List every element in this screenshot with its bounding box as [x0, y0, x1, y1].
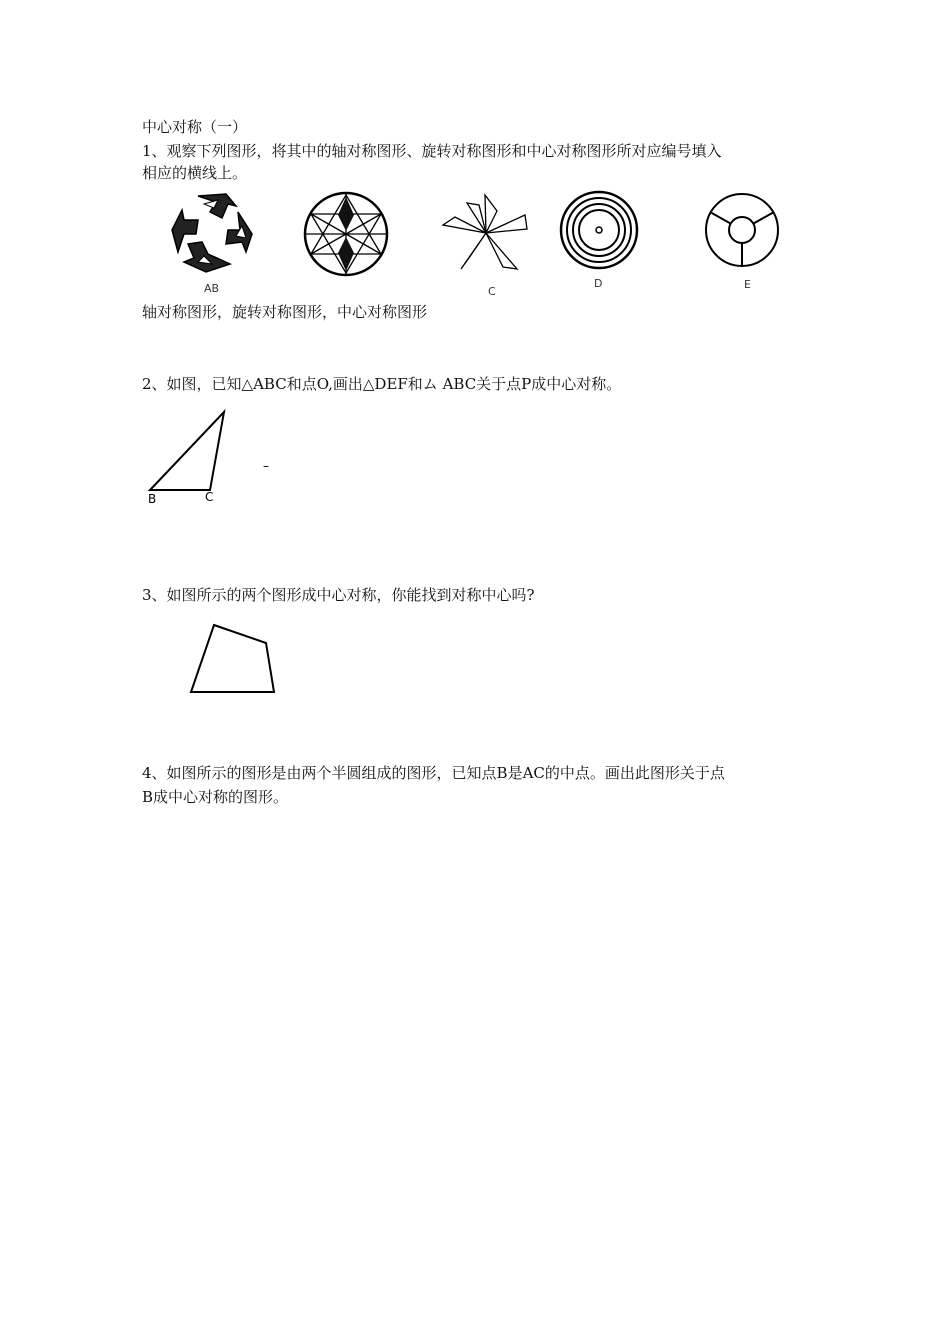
question-4-text-line-2: B成中心对称的图形。	[142, 788, 289, 806]
question-1-text-line-2: 相应的横线上。	[142, 164, 248, 182]
question-1-text-line-1: 1、观察下列图形，将其中的轴对称图形、旋转对称图形和中心对称图形所对应编号填入	[142, 142, 722, 160]
question-2-text: 2、如图，已知△ABC和点O,画出△DEF和ム ABC关于点P成中心对称。	[142, 375, 622, 393]
point-mark: –	[263, 459, 269, 473]
figure-label-e: E	[744, 278, 751, 291]
question-1-answer-line: 轴对称图形，旋转对称图形，中心对称图形	[142, 303, 428, 321]
figure-label-c: C	[488, 285, 496, 298]
quadrilateral-figure	[186, 620, 281, 700]
ring-with-spokes-icon	[704, 192, 780, 268]
question-4-text-line-1: 4、如图所示的图形是由两个半圆组成的图形，已知点B是AC的中点。画出此图形关于点	[142, 764, 725, 782]
star-of-david-circle-icon	[302, 191, 390, 277]
triangle-abc-figure	[140, 406, 240, 506]
question-3-text: 3、如图所示的两个图形成中心对称，你能找到对称中心吗?	[142, 586, 535, 604]
pinwheel-icon	[441, 193, 531, 273]
vertex-label-b: B	[148, 492, 157, 506]
figure-label-ab: AB	[204, 282, 220, 295]
vertex-label-c: C	[205, 490, 214, 504]
recycle-arrows-icon	[168, 190, 258, 278]
worksheet-title: 中心对称（一）	[142, 118, 248, 136]
concentric-circles-icon	[559, 190, 639, 270]
figure-label-d: D	[594, 277, 603, 290]
